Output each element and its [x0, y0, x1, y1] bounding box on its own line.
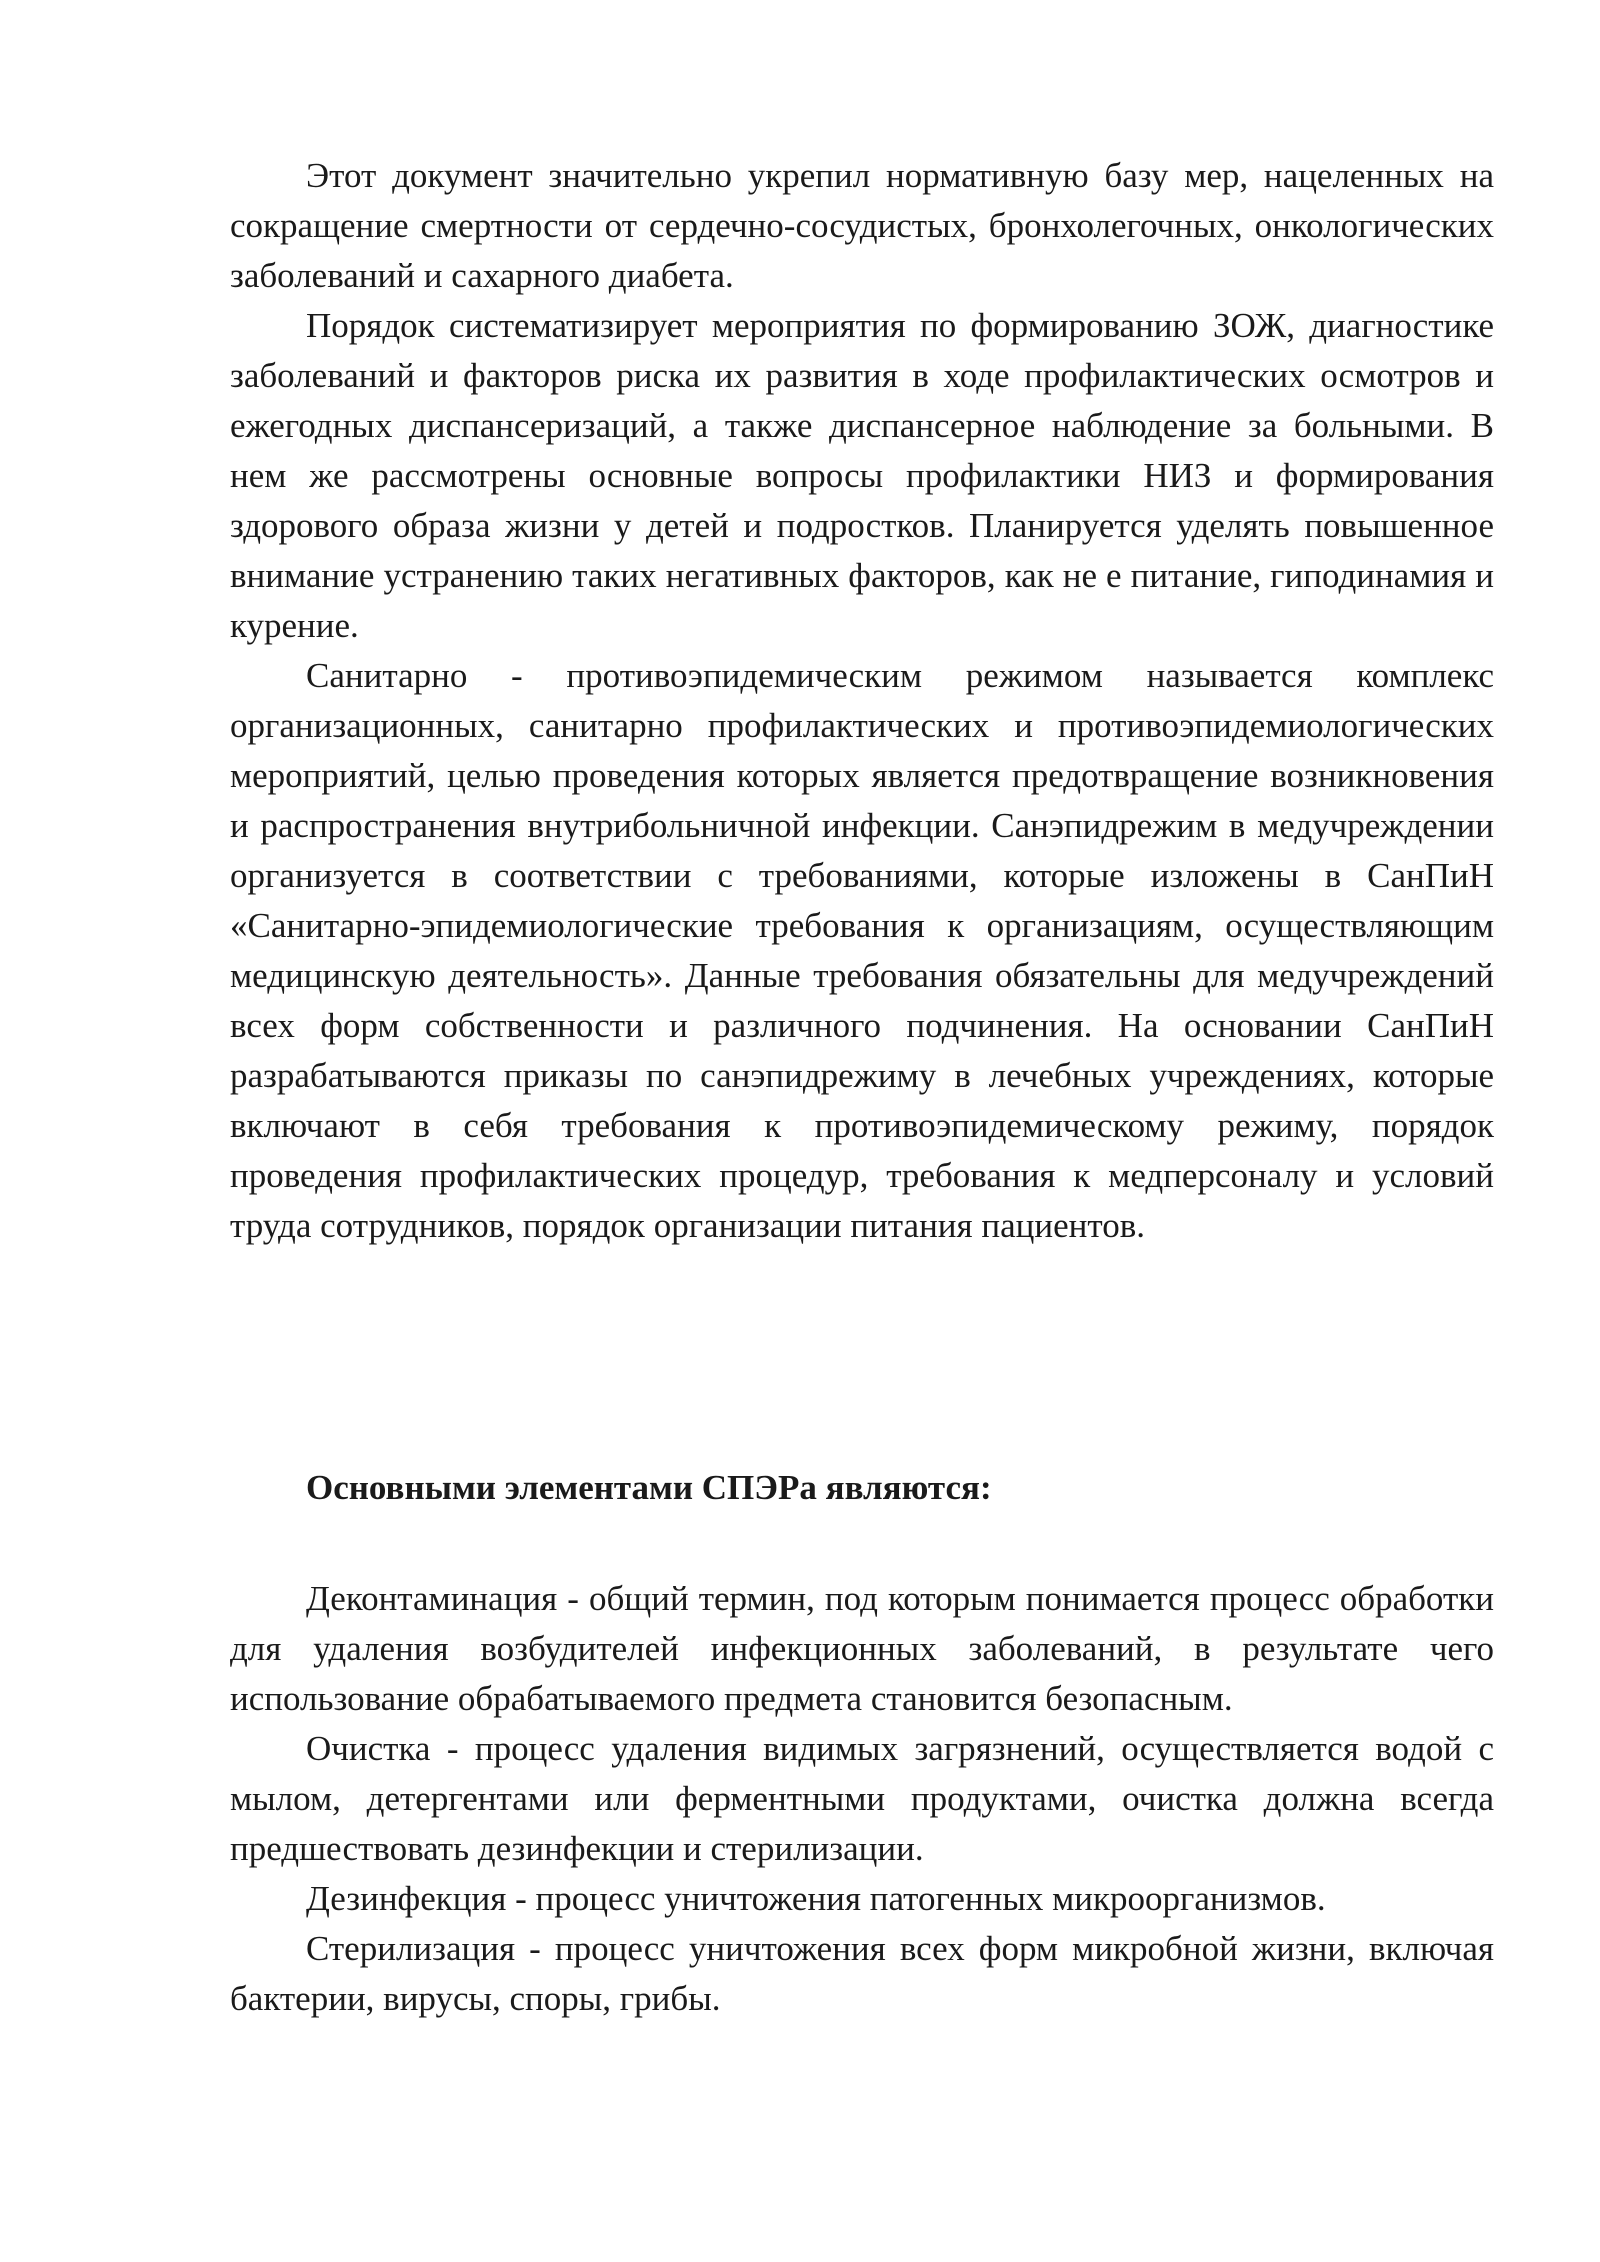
paragraph-sterilization: Стерилизация - процесс уничтожения всех форм микробной жизни, включая бактерии, вирусы, споры, грибы.	[230, 1929, 1494, 2018]
paragraph-procedure: Порядок систематизирует мероприятия по формированию ЗОЖ, диагностике заболеваний и факторов риска их развития в ходе профилактических осмотров и ежегодных диспансеризаций, а также диспансерное наблюдение за больными. В нем же рассмотрены основные вопросы профилактики НИЗ и формирования здорового образа жизни у детей и подростков. Планируется уделять повышенное внимание устранению таких негативных факторов, как не е питание, гиподинамия и курение.	[230, 306, 1494, 645]
section-heading-block	[230, 1463, 1494, 1513]
paragraph-document-measures: Этот документ значительно укрепил нормативную базу мер, нацеленных на сокращение смертности от сердечно-сосудистых, бронхолегочных, онкологических заболеваний и сахарного диабета.	[230, 156, 1494, 295]
section-heading: Основными элементами СПЭРа являются:	[306, 1468, 992, 1507]
top-paragraphs	[230, 151, 1494, 1251]
paragraph-disinfection: Дезинфекция - процесс уничтожения патогенных микроорганизмов.	[306, 1879, 1326, 1918]
bottom-paragraphs	[230, 1574, 1494, 2024]
paragraph-cleaning: Очистка - процесс удаления видимых загрязнений, осуществляется водой с мылом, детергентами или ферментными продуктами, очистка должна всегда предшествовать дезинфекции и стерилизации.	[230, 1729, 1494, 1868]
paragraph-decontamination: Деконтаминация - общий термин, под которым понимается процесс обработки для удаления возбудителей инфекционных заболеваний, в результате чего использование обрабатываемого предмета становится безопасным.	[230, 1579, 1494, 1718]
paragraph-sanitary-regime: Санитарно - противоэпидемическим режимом называется комплекс организационных, санитарно профилактических и противоэпидемиологических мероприятий, целью проведения которых является предотвращение возникновения и распространения внутрибольничной инфекции. Санэпидрежим в медучреждении организуется в соответствии с требованиями, которые изложены в СанПиН «Санитарно-эпидемиологические требования к организациям, осуществляющим медицинскую деятельность». Данные требования обязательны для медучреждений всех форм собственности и различного подчинения. На основании СанПиН разрабатываются приказы по санэпидрежиму в лечебных учреждениях, которые включают в себя требования к противоэпидемическому режиму, порядок проведения профилактических процедур, требования к медперсоналу и условий труда сотрудников, порядок организации питания пациентов.	[230, 656, 1494, 1245]
